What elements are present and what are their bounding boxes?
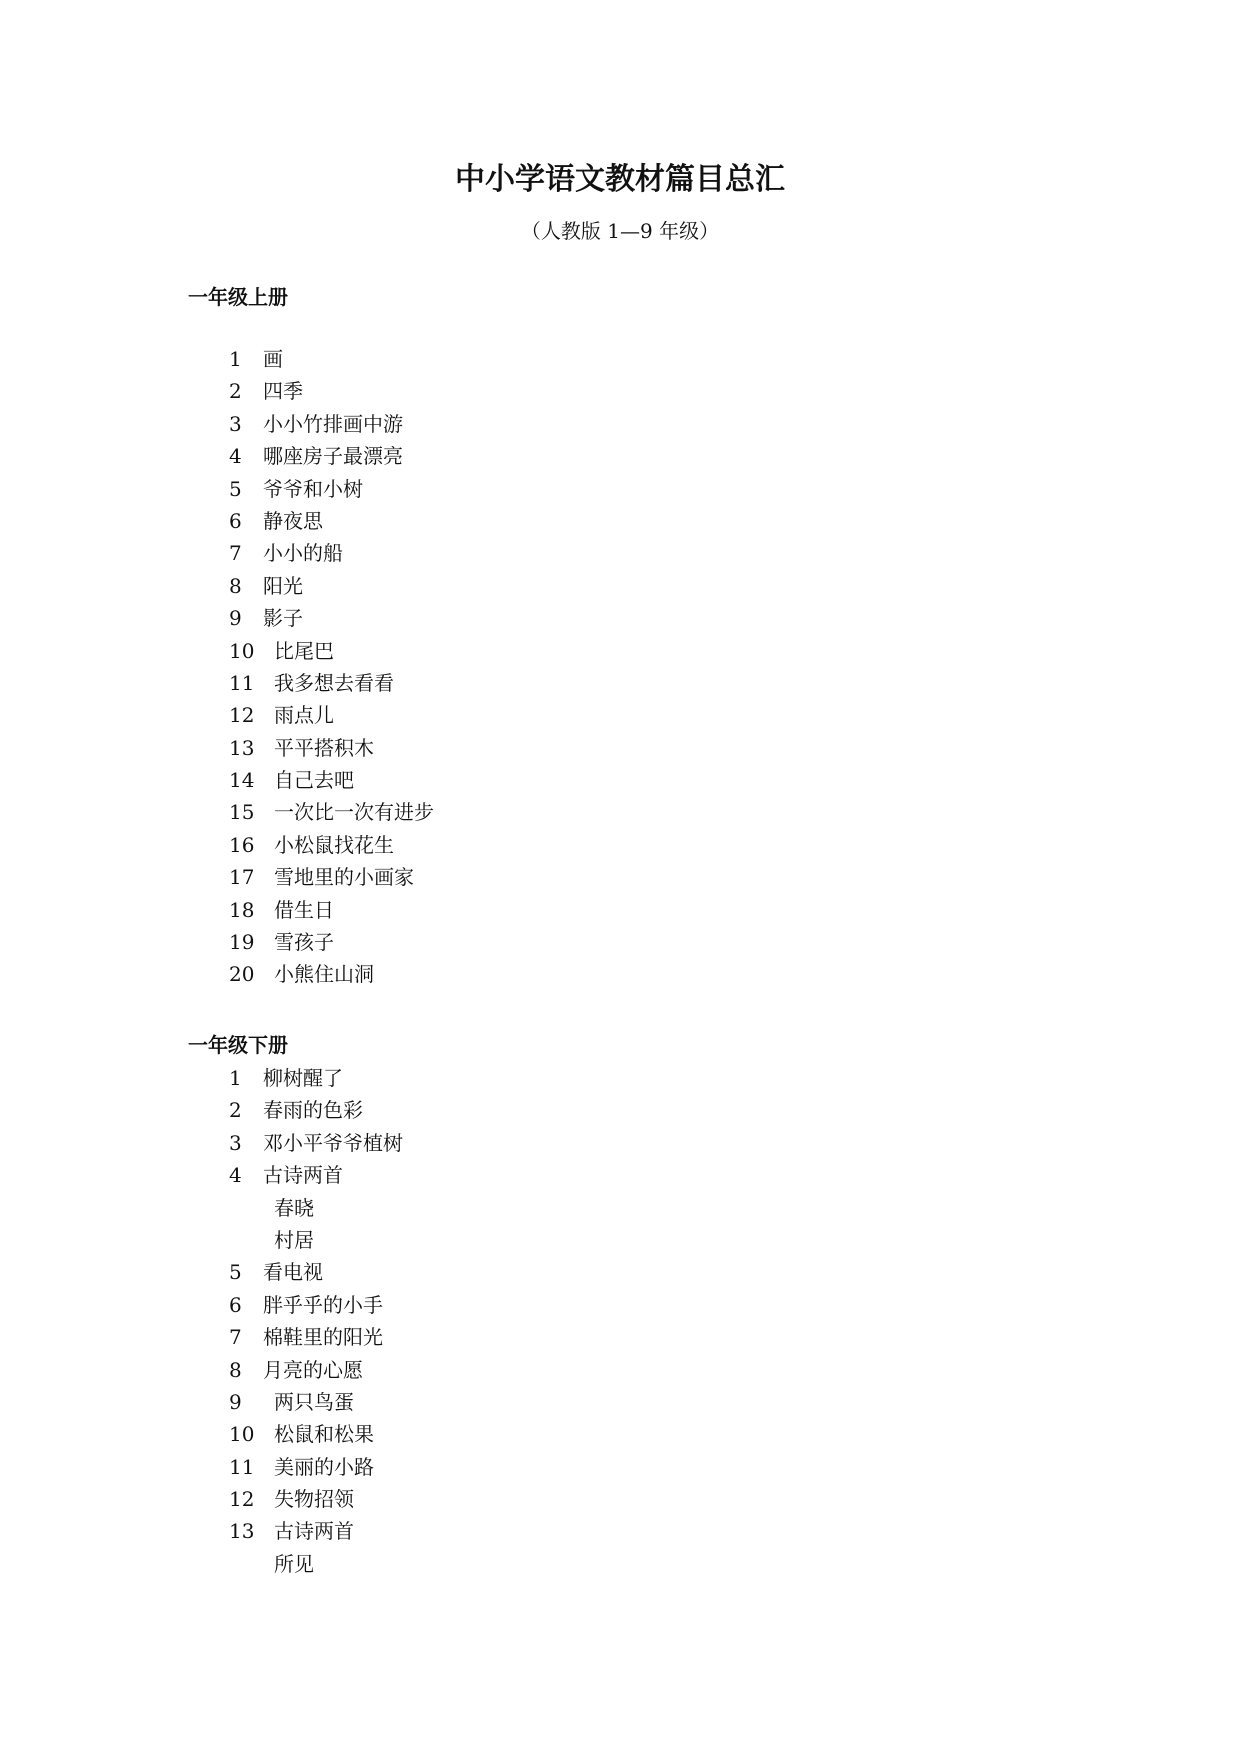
lesson-title: 一次比一次有进步: [274, 800, 434, 825]
lesson-number: 15: [229, 800, 255, 825]
lesson-number: 3: [229, 1130, 242, 1155]
lesson-number: 7: [229, 541, 242, 566]
lesson-title: 小熊住山洞: [274, 962, 374, 987]
list-item: [229, 861, 434, 893]
lesson-title: 古诗两首: [274, 1519, 354, 1544]
list-item: [229, 1483, 403, 1515]
lesson-title: 村居: [274, 1227, 314, 1252]
list-item: [229, 1192, 403, 1224]
lesson-title: 美丽的小路: [274, 1454, 374, 1479]
lesson-title: 雨点儿: [274, 703, 334, 728]
lesson-title: 阳光: [263, 573, 303, 598]
lesson-title: 小小的船: [263, 541, 343, 566]
lesson-title: 自己去吧: [274, 768, 354, 793]
page-title: 中小学语文教材篇目总汇: [455, 162, 785, 197]
lesson-number: 8: [229, 1357, 242, 1382]
list-item: [229, 1224, 403, 1256]
list-item: [229, 635, 434, 667]
list-item: [229, 829, 434, 861]
lesson-title: 失物招领: [274, 1487, 354, 1512]
list-item: [229, 408, 434, 440]
list-item: [229, 1094, 403, 1126]
section-heading-grade1-upper: 一年级上册: [188, 285, 288, 309]
lesson-number: 20: [229, 962, 255, 987]
list-item: [229, 1159, 403, 1191]
lesson-number: 11: [229, 670, 255, 695]
list-item: [229, 1321, 403, 1353]
lesson-title: 两只鸟蛋: [274, 1389, 354, 1414]
lesson-number: 12: [229, 1487, 255, 1512]
lesson-number: 12: [229, 703, 255, 728]
lesson-title: 我多想去看看: [274, 670, 394, 695]
lesson-number: 2: [229, 379, 242, 404]
list-item: [229, 343, 434, 375]
list-item: [229, 667, 434, 699]
list-item: [229, 894, 434, 926]
lesson-number: 17: [229, 865, 255, 890]
list-item: [229, 1354, 403, 1386]
lesson-number: 8: [229, 573, 242, 598]
lesson-number: 5: [229, 1260, 242, 1285]
section-heading-grade1-lower: 一年级下册: [188, 1033, 288, 1057]
lesson-number: 7: [229, 1325, 242, 1350]
lesson-title: 古诗两首: [263, 1163, 343, 1188]
list-item: [229, 764, 434, 796]
list-item: [229, 732, 434, 764]
lesson-title: 棉鞋里的阳光: [263, 1325, 383, 1350]
lesson-number: 9: [229, 606, 242, 631]
list-item: [229, 1515, 403, 1547]
lesson-number: 18: [229, 897, 255, 922]
lesson-title: 春雨的色彩: [263, 1098, 363, 1123]
list-item: [229, 1062, 403, 1094]
list-item: [229, 796, 434, 828]
lesson-title: 所见: [274, 1551, 314, 1576]
lesson-number: 16: [229, 832, 255, 857]
list-item: [229, 1418, 403, 1450]
lesson-number: 9: [229, 1389, 242, 1414]
lesson-title: 影子: [263, 606, 303, 631]
lesson-list-grade1-upper: [229, 343, 434, 991]
lesson-number: 13: [229, 1519, 255, 1544]
list-item: [229, 1256, 403, 1288]
lesson-title: 四季: [263, 379, 303, 404]
lesson-title: 爷爷和小树: [263, 476, 363, 501]
list-item: [229, 1548, 403, 1580]
lesson-number: 10: [229, 1422, 255, 1447]
list-item: [229, 505, 434, 537]
lesson-title: 邓小平爷爷植树: [263, 1130, 403, 1155]
lesson-title: 春晓: [274, 1195, 314, 1220]
list-item: [229, 1386, 403, 1418]
lesson-number: 19: [229, 930, 255, 955]
lesson-number: 13: [229, 735, 255, 760]
lesson-number: 6: [229, 508, 242, 533]
lesson-title: 胖乎乎的小手: [263, 1292, 383, 1317]
lesson-title: 画: [263, 347, 283, 371]
lesson-number: 3: [229, 411, 242, 436]
list-item: [229, 1451, 403, 1483]
lesson-number: 14: [229, 768, 255, 793]
list-item: [229, 440, 434, 472]
lesson-title: 哪座房子最漂亮: [263, 444, 403, 469]
lesson-title: 松鼠和松果: [274, 1422, 374, 1447]
lesson-number: 1: [229, 1066, 242, 1090]
list-item: [229, 602, 434, 634]
lesson-number: 10: [229, 638, 255, 663]
lesson-title: 雪孩子: [274, 930, 334, 955]
page-subtitle: （人教版 1—9 年级）: [520, 219, 720, 243]
lesson-title: 借生日: [274, 897, 334, 922]
list-item: [229, 1289, 403, 1321]
lesson-number: 11: [229, 1454, 255, 1479]
list-item: [229, 537, 434, 569]
lesson-number: 6: [229, 1292, 242, 1317]
lesson-title: 小小竹排画中游: [263, 411, 403, 436]
list-item: [229, 473, 434, 505]
list-item: [229, 958, 434, 990]
lesson-number: 2: [229, 1098, 242, 1123]
lesson-title: 雪地里的小画家: [274, 865, 414, 890]
lesson-title: 平平搭积木: [274, 735, 374, 760]
list-item: [229, 926, 434, 958]
lesson-title: 看电视: [263, 1260, 323, 1285]
lesson-number: 4: [229, 1163, 242, 1188]
lesson-number: 4: [229, 444, 242, 469]
lesson-title: 月亮的心愿: [263, 1357, 363, 1382]
list-item: [229, 699, 434, 731]
list-item: [229, 375, 434, 407]
lesson-number: 1: [229, 347, 242, 371]
lesson-title: 比尾巴: [274, 638, 334, 663]
lesson-list-grade1-lower: [229, 1062, 403, 1580]
lesson-title: 静夜思: [263, 508, 323, 533]
list-item: [229, 570, 434, 602]
lesson-title: 小松鼠找花生: [274, 832, 394, 857]
list-item: [229, 1127, 403, 1159]
lesson-number: 5: [229, 476, 242, 501]
lesson-title: 柳树醒了: [263, 1066, 343, 1090]
